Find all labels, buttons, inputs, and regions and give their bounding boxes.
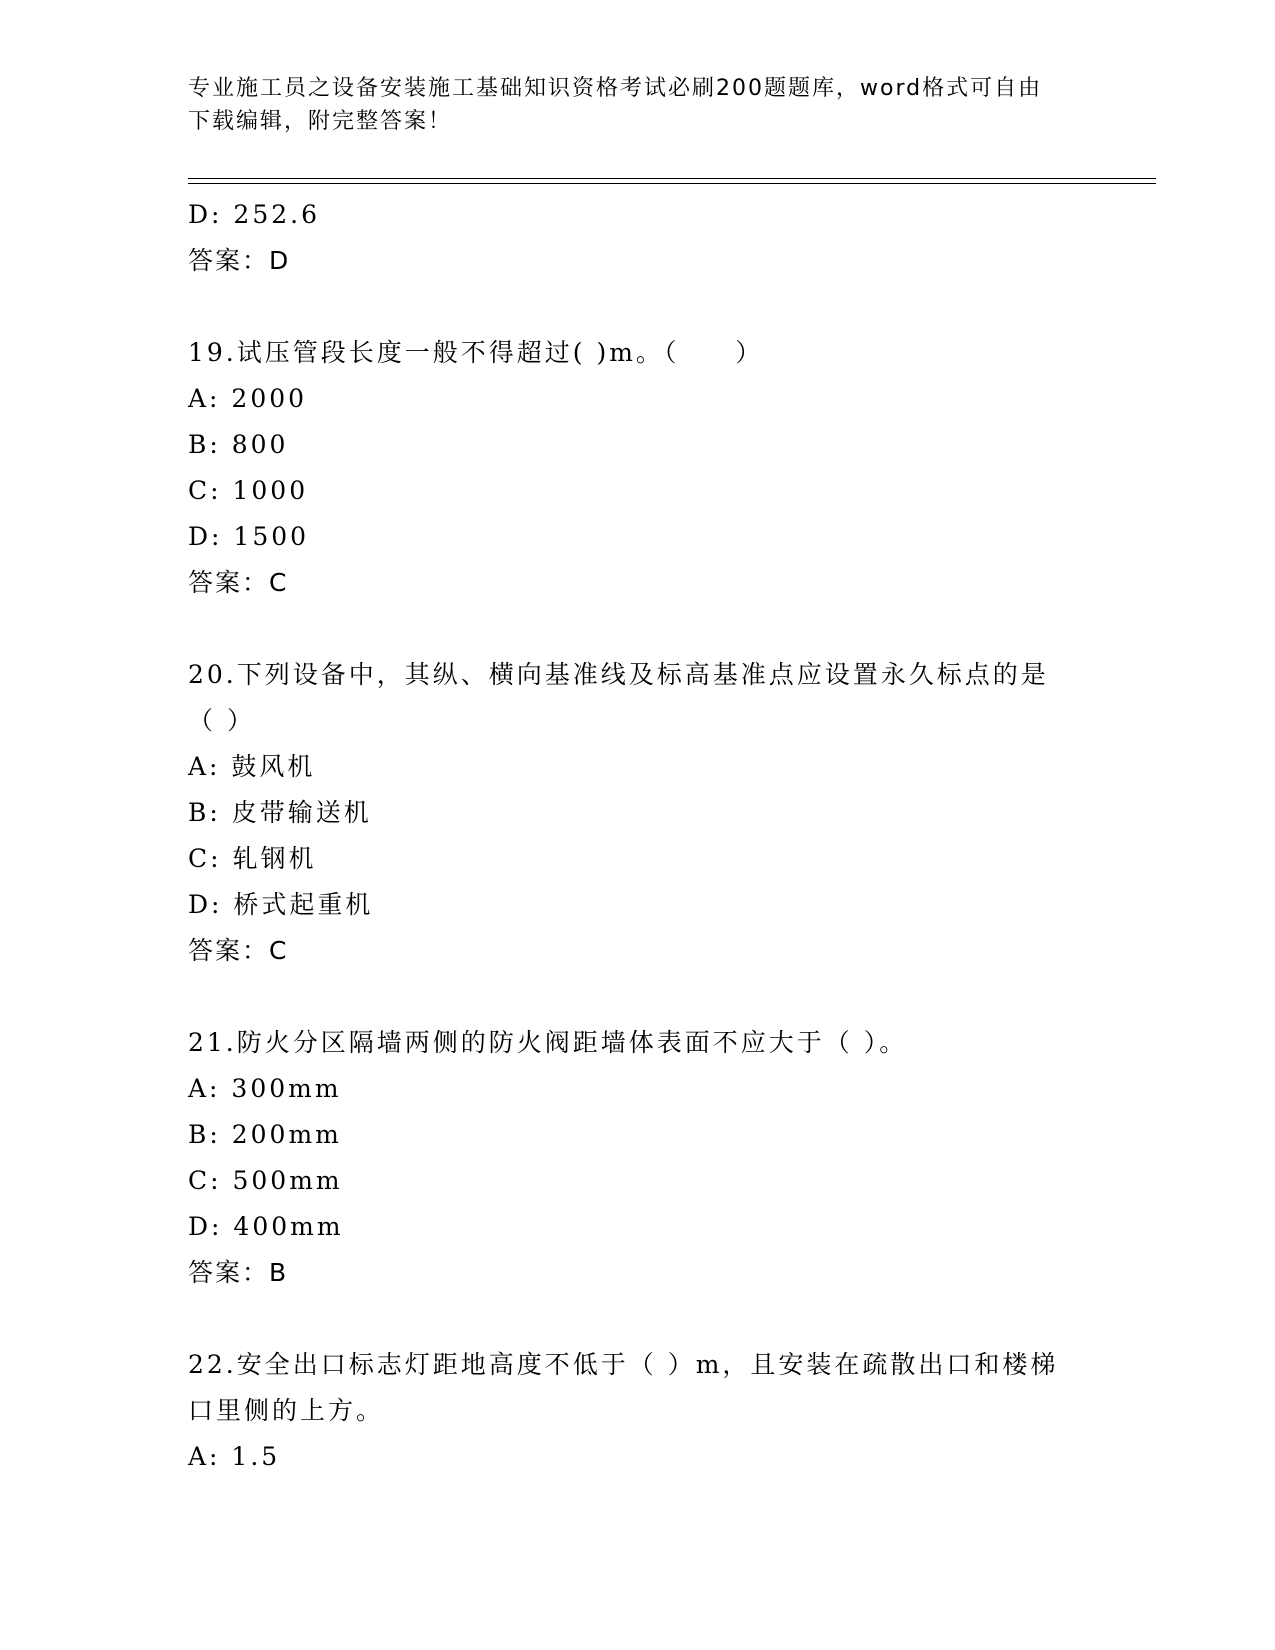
q21-answer: 答案：B: [188, 1258, 289, 1287]
q19-answer: 答案：C: [188, 568, 289, 597]
q20-option-b: B: 皮带输送机: [188, 798, 372, 827]
spacer: [188, 974, 1088, 1020]
q19-option-b: B: 800: [188, 430, 289, 459]
spacer: [188, 606, 1088, 652]
spacer: [188, 1296, 1088, 1342]
q20-answer: 答案：C: [188, 936, 289, 965]
header-rule-top: [188, 178, 1156, 179]
q22-option-a: A: 1.5: [188, 1442, 281, 1471]
q22-question-line-2: 口里侧的上方。: [188, 1396, 385, 1425]
header-line-1: 专业施工员之设备安装施工基础知识资格考试必刷200题题库，word格式可自由: [188, 76, 1043, 101]
spacer: [188, 284, 1088, 330]
prev-option-d: D: 252.6: [188, 200, 320, 229]
q21-option-b: B: 200mm: [188, 1120, 342, 1149]
question-list: [188, 192, 1088, 1480]
q21-question: 21.防火分区隔墙两侧的防火阀距墙体表面不应大于（ ）。: [188, 1028, 908, 1057]
q19-option-c: C: 1000: [188, 476, 309, 505]
q20-option-a: A: 鼓风机: [188, 752, 316, 781]
q20-option-c: C: 轧钢机: [188, 844, 317, 873]
header-rule-bottom: [188, 183, 1156, 184]
document-header: [188, 72, 1088, 138]
q20-question-line-2: （ ）: [188, 706, 255, 735]
q21-option-c: C: 500mm: [188, 1166, 343, 1195]
q21-option-d: D: 400mm: [188, 1212, 344, 1241]
prev-answer: 答案：D: [188, 246, 291, 275]
q21-option-a: A: 300mm: [188, 1074, 342, 1103]
q19-question: 19.试压管段长度一般不得超过( )m。（ ）: [188, 338, 764, 367]
q22-question-line-1: 22.安全出口标志灯距地高度不低于（ ）m，且安装在疏散出口和楼梯: [188, 1350, 1059, 1379]
q19-option-d: D: 1500: [188, 522, 310, 551]
q20-question-line-1: 20.下列设备中，其纵、横向基准线及标高基准点应设置永久标点的是: [188, 660, 1049, 689]
q19-option-a: A: 2000: [188, 384, 308, 413]
q20-option-d: D: 桥式起重机: [188, 890, 374, 919]
header-line-2: 下载编辑，附完整答案！: [188, 109, 453, 134]
